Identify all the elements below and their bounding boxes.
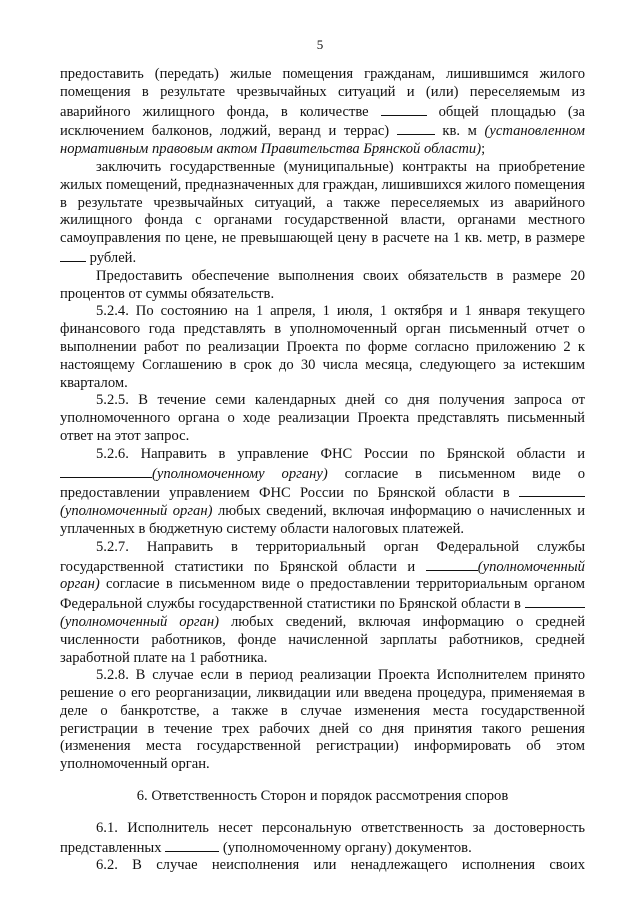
italic-note: (уполномоченный орган)	[60, 558, 585, 593]
paragraph-5-2-4: 5.2.4. По состоянию на 1 апреля, 1 июля, 1 октября и 1 января текущего финансового года представлять в уполномоченный орган письменный отчет о выполнении работ по реализации Проекта по форме согласно приложению 2 к настоящему Соглашению в срок до 30 числа месяца, следующего за истекшим кварталом.	[60, 303, 585, 391]
text-fragment: 5.2.6. Направить в управление ФНС России по Брянской области и	[96, 445, 585, 462]
section-heading: 6. Ответственность Сторон и порядок рассмотрения споров	[136, 788, 509, 805]
text-fragment: рублей.	[89, 249, 137, 266]
paragraph-housing-provision	[60, 66, 585, 159]
paragraph-contracts	[60, 159, 585, 268]
text-fragment: любых сведений, включая информацию о начисленных и уплаченных в бюджетную систему области налоговых платежей.	[60, 503, 586, 537]
text-fragment: общей площадью (за исключением балконов, лоджий, веранд и террас)	[60, 103, 586, 140]
blank-field	[60, 248, 86, 262]
italic-note: (установленном нормативным правовым актом Правительства Брянской области)	[60, 123, 585, 158]
text-fragment: ;	[481, 141, 486, 158]
blank-field	[165, 838, 219, 852]
paragraph-5-2-8: 5.2.8. В случае если в период реализации Проекта Исполнителем принято решение о его реорганизации, ликвидации или введена процедура, применяемая в деле о банкротстве, а также в случае изменения места государственной регистрации в течение трех рабочих дней со дня принятия такого решения (изменения места государственной регистрации) информировать об этом уполномоченный орган.	[60, 667, 585, 773]
text-fragment: предоставить (передать) жилые помещения гражданам, лишившимся жилого помещения в результате чрезвычайных ситуаций и (или) переселяемым из аварийного жилищного фонда, в количестве	[60, 66, 585, 120]
text-fragment: кв. м	[442, 123, 477, 140]
italic-note: (уполномоченный орган)	[60, 503, 213, 520]
blank-field	[60, 464, 152, 478]
paragraph-6-1	[60, 820, 585, 858]
blank-field	[426, 557, 478, 571]
page-number: 5	[316, 37, 324, 52]
paragraph-5-2-6	[60, 446, 585, 539]
text-fragment: согласие в письменном виде о предоставлении территориальным органом Федеральной службы государственной статистики по Брянской области в	[60, 576, 586, 613]
paragraph-5-2-5: 5.2.5. В течение семи календарных дней со дня получения запроса от уполномоченного органа о ходе реализации Проекта представлять письменный ответ на этот запрос.	[60, 392, 585, 444]
italic-note: (уполномоченный орган)	[60, 613, 219, 630]
document-body	[60, 66, 585, 875]
paragraph-security: Предоставить обеспечение выполнения своих обязательств в размере 20 процентов от суммы обязательств.	[60, 267, 585, 302]
blank-field	[525, 594, 585, 608]
blank-field	[381, 102, 427, 116]
paragraph-6-2: 6.2. В случае неисполнения или ненадлежащего исполнения своих	[96, 857, 585, 874]
italic-note: (уполномоченному органу)	[152, 465, 328, 482]
text-fragment: согласие в письменном виде о предоставлении управлением ФНС России по Брянской области в	[60, 465, 585, 502]
blank-field	[397, 121, 435, 135]
paragraph-5-2-7	[60, 539, 585, 668]
text-fragment: (уполномоченному органу) документов.	[222, 839, 472, 856]
text-fragment: 5.2.7. Направить в территориальный орган Федеральной службы государственной статистики по Брянской области и	[60, 538, 585, 575]
blank-field	[519, 483, 585, 497]
text-fragment: заключить государственные (муниципальные) контракты на приобретение жилых помещений, предназначенных для граждан, лишившихся жилого помещения в результате чрезвычайных ситуаций, а также переселяемых из аварийного жилищного фонда с органами государственной власти, органами местного самоуправления по цене, не превышающей цену в расчете на 1 кв. метр, в размере	[60, 158, 586, 247]
text-fragment: любых сведений, включая информацию о средней численности работников, фонде начисленной зарплаты работников, средней заработной плате на 1 работника.	[60, 613, 586, 666]
text-fragment: 6.1. Исполнитель несет персональную ответственность за достоверность представленных	[60, 819, 585, 856]
